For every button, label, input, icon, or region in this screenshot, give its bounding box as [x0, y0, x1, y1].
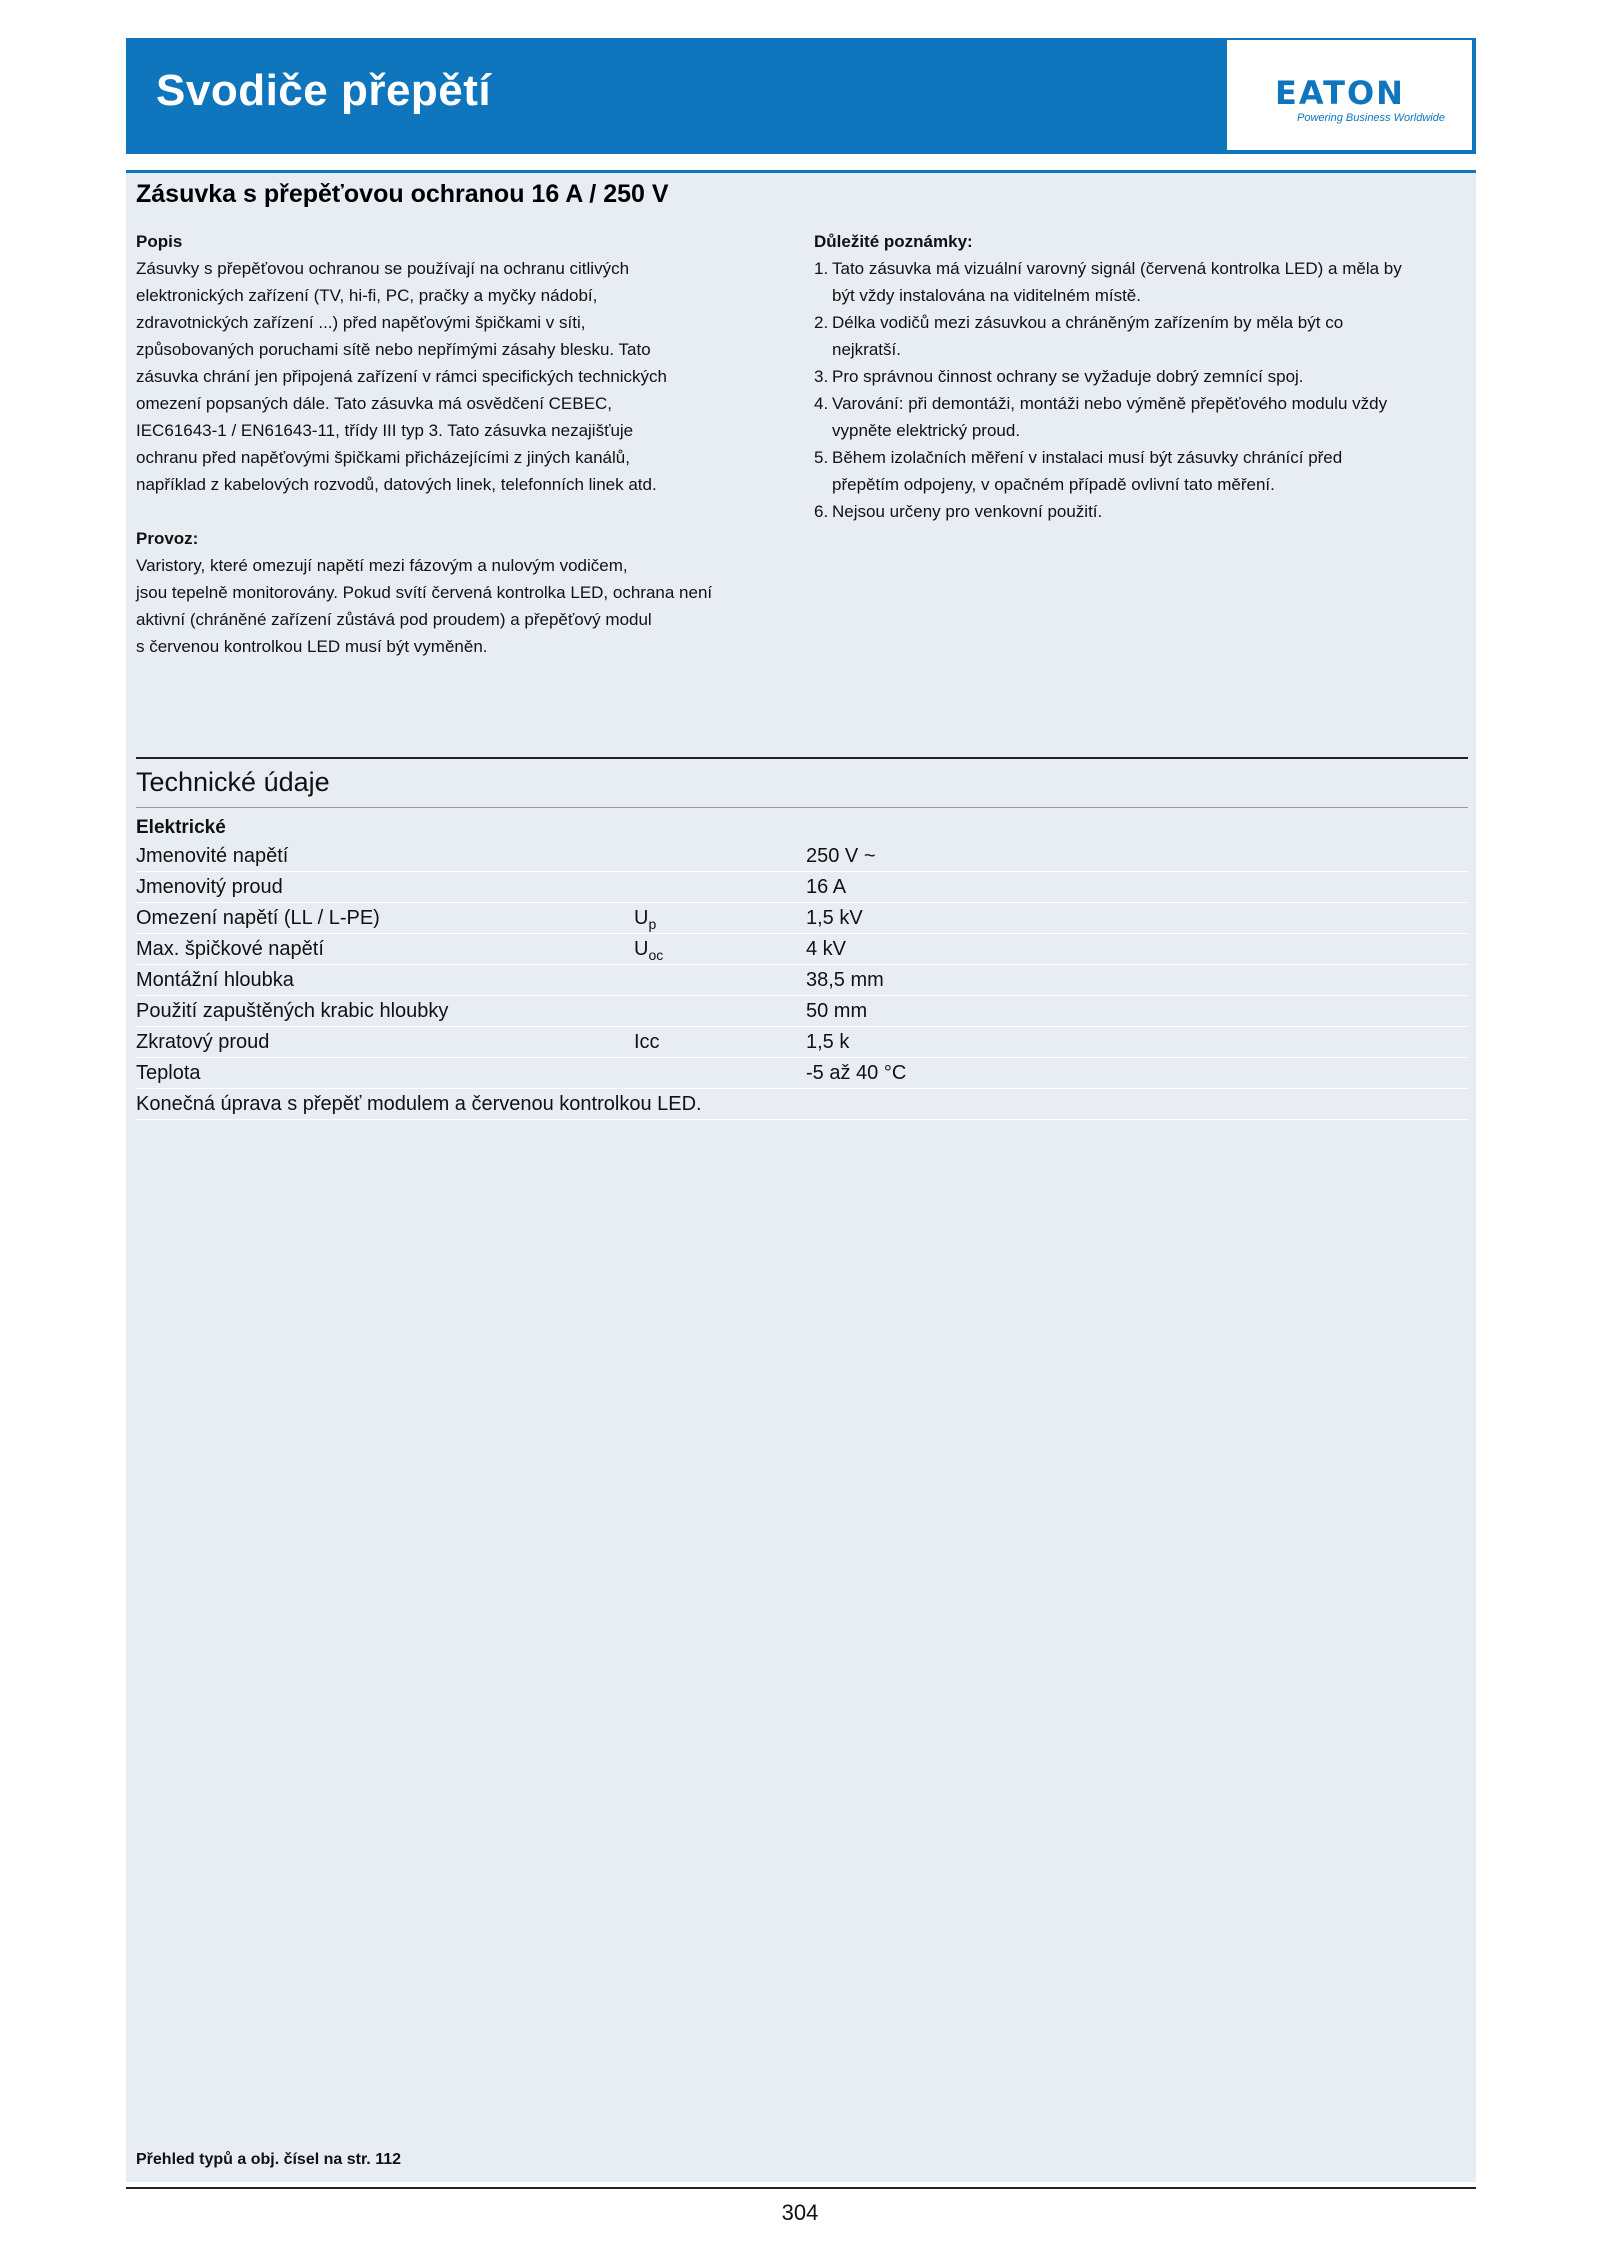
- table-row: [136, 903, 1468, 934]
- description-heading: Popis: [136, 232, 183, 251]
- header-banner: [126, 38, 1476, 154]
- footer-rule: [126, 2187, 1476, 2189]
- list-item: [814, 255, 1466, 309]
- right-column: [814, 228, 1466, 525]
- panel-top-rule: [126, 170, 1476, 173]
- param-symbol: Icc: [634, 1031, 660, 1053]
- note-text: Během izolačních měření v instalaci musí být zásuvky chránící před přepětím odpojeny, v opačném případě ovlivní tato měření.: [832, 448, 1343, 494]
- tech-section-title: Technické údaje: [136, 767, 330, 797]
- note-text: Nejsou určeny pro venkovní použití.: [832, 502, 1103, 521]
- param-label: Zkratový proud: [136, 1031, 270, 1053]
- note-text: Délka vodičů mezi zásuvkou a chráněným zařízením by měla být co nejkratší.: [832, 313, 1344, 359]
- table-row: [136, 965, 1468, 996]
- table-row: [136, 1058, 1468, 1089]
- note-text: Varování: při demontáži, montáži nebo výměně přepěťového modulu vždy vypněte elektrický proud.: [832, 394, 1388, 440]
- table-row: [136, 1089, 1468, 1120]
- notes-heading: Důležité poznámky:: [814, 232, 973, 251]
- table-row: [136, 872, 1468, 903]
- param-label: Omezení napětí (LL / L-PE): [136, 907, 380, 929]
- tech-title-rule: [136, 807, 1468, 808]
- notes-list: [814, 255, 1466, 525]
- tech-group-heading: Elektrické: [136, 817, 226, 838]
- type-overview-reference: Přehled typů a obj. čísel na str. 112: [136, 2151, 401, 2168]
- note-number: 4.: [814, 394, 829, 413]
- param-label: Jmenovitý proud: [136, 876, 283, 898]
- param-value: 16 A: [806, 876, 847, 898]
- logo-wordmark: EATON: [1275, 74, 1405, 112]
- param-value: 38,5 mm: [806, 969, 884, 991]
- left-column: [136, 228, 786, 660]
- list-item: [814, 498, 1466, 525]
- param-value: 50 mm: [806, 1000, 868, 1022]
- param-symbol: $U_{oc}$: [634, 938, 664, 963]
- param-label: Konečná úprava s přepěť modulem a červenou kontrolkou LED.: [136, 1093, 702, 1115]
- param-label: Použití zapuštěných krabic hloubky: [136, 1000, 449, 1022]
- param-label: Max. špičkové napětí: [136, 938, 324, 960]
- param-label: Montážní hloubka: [136, 969, 294, 991]
- param-value: 1,5 kV: [806, 907, 863, 929]
- list-item: [814, 309, 1466, 363]
- tech-top-rule: [136, 757, 1468, 759]
- product-title: Zásuvka s přepěťovou ochranou 16 A / 250 V: [136, 180, 669, 208]
- content-panel: [126, 170, 1476, 2182]
- description-text: Zásuvky s přepěťovou ochranou se používají na ochranu citlivých elektronických zařízení (TV, hi-fi, PC, pračky a myčky nádobí, zdravotnických zařízení ...) před napěťovými špičkami v síti, způsobovaných poruchami sítě nebo nepřímými zásahy blesku. Tato zásuvka chrání jen připojená zařízení v rámci specifických technických omezení popsaných dále. Tato zásuvka má osvědčení CEBEC, IEC61643-1 / EN61643-11, třídy III typ 3. Tato zásuvka nezajišťuje ochranu před napěťovými špičkami přicházejícími z jiných kanálů, například z kabelových rozvodů, datových linek, telefonních linek atd.: [136, 259, 668, 494]
- page-title: Svodiče přepětí: [156, 66, 492, 115]
- param-label: Teplota: [136, 1062, 201, 1084]
- table-row: [136, 841, 1468, 872]
- param-symbol: $U_p$: [634, 907, 657, 932]
- logo-tagline: Powering Business Worldwide: [1297, 112, 1445, 124]
- list-item: [814, 363, 1466, 390]
- tech-table: [136, 841, 1468, 1120]
- note-number: 5.: [814, 448, 829, 467]
- note-number: 1.: [814, 259, 829, 278]
- eaton-logo: [1227, 40, 1472, 150]
- note-number: 3.: [814, 367, 829, 386]
- list-item: [814, 390, 1466, 444]
- note-number: 6.: [814, 502, 829, 521]
- param-value: 250 V ~: [806, 845, 876, 867]
- param-value: 4 kV: [806, 938, 847, 960]
- page-number: 304: [781, 2200, 819, 2225]
- param-value: -5 až 40 °C: [806, 1062, 907, 1084]
- table-row: [136, 996, 1468, 1027]
- note-number: 2.: [814, 313, 829, 332]
- note-text: Tato zásuvka má vizuální varovný signál (červená kontrolka LED) a měla by být vždy instalována na viditelném místě.: [832, 259, 1402, 305]
- param-value: 1,5 k: [806, 1031, 850, 1053]
- operation-heading: Provoz:: [136, 529, 199, 548]
- table-row: [136, 1027, 1468, 1058]
- table-row: [136, 934, 1468, 965]
- param-label: Jmenovité napětí: [136, 845, 289, 867]
- list-item: [814, 444, 1466, 498]
- note-text: Pro správnou činnost ochrany se vyžaduje dobrý zemnící spoj.: [832, 367, 1304, 386]
- operation-text: Varistory, které omezují napětí mezi fázovým a nulovým vodičem, jsou tepelně monitorovány. Pokud svítí červená kontrolka LED, ochrana není aktivní (chráněné zařízení zůstává pod proudem) a přepěťový modul s červenou kontrolkou LED musí být vyměněn.: [136, 556, 713, 656]
